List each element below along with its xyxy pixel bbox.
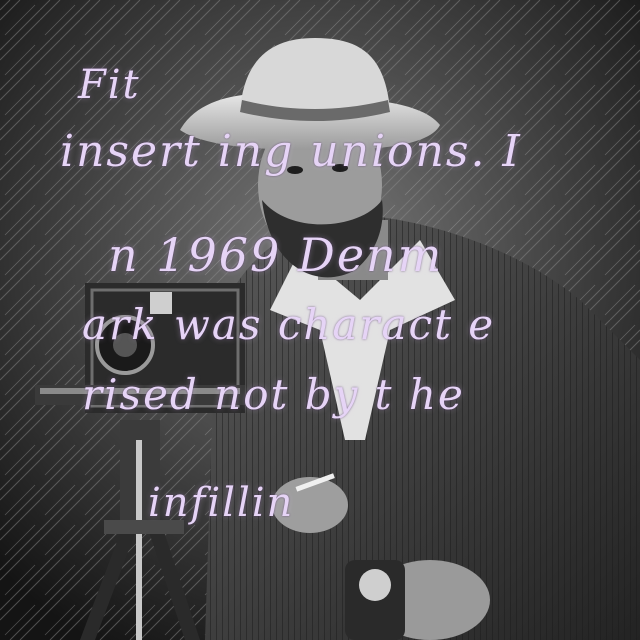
- overlay-line-1: Fit: [78, 62, 141, 108]
- overlay-line-3: n 1969 Denm: [108, 228, 444, 282]
- overlay-line-4: ark was charact e: [82, 300, 496, 349]
- overlay-line-2: insert ing unions. I: [60, 126, 522, 177]
- overlay-line-5: rised not by t he: [82, 370, 465, 419]
- overlay-line-6: infillin: [148, 480, 295, 526]
